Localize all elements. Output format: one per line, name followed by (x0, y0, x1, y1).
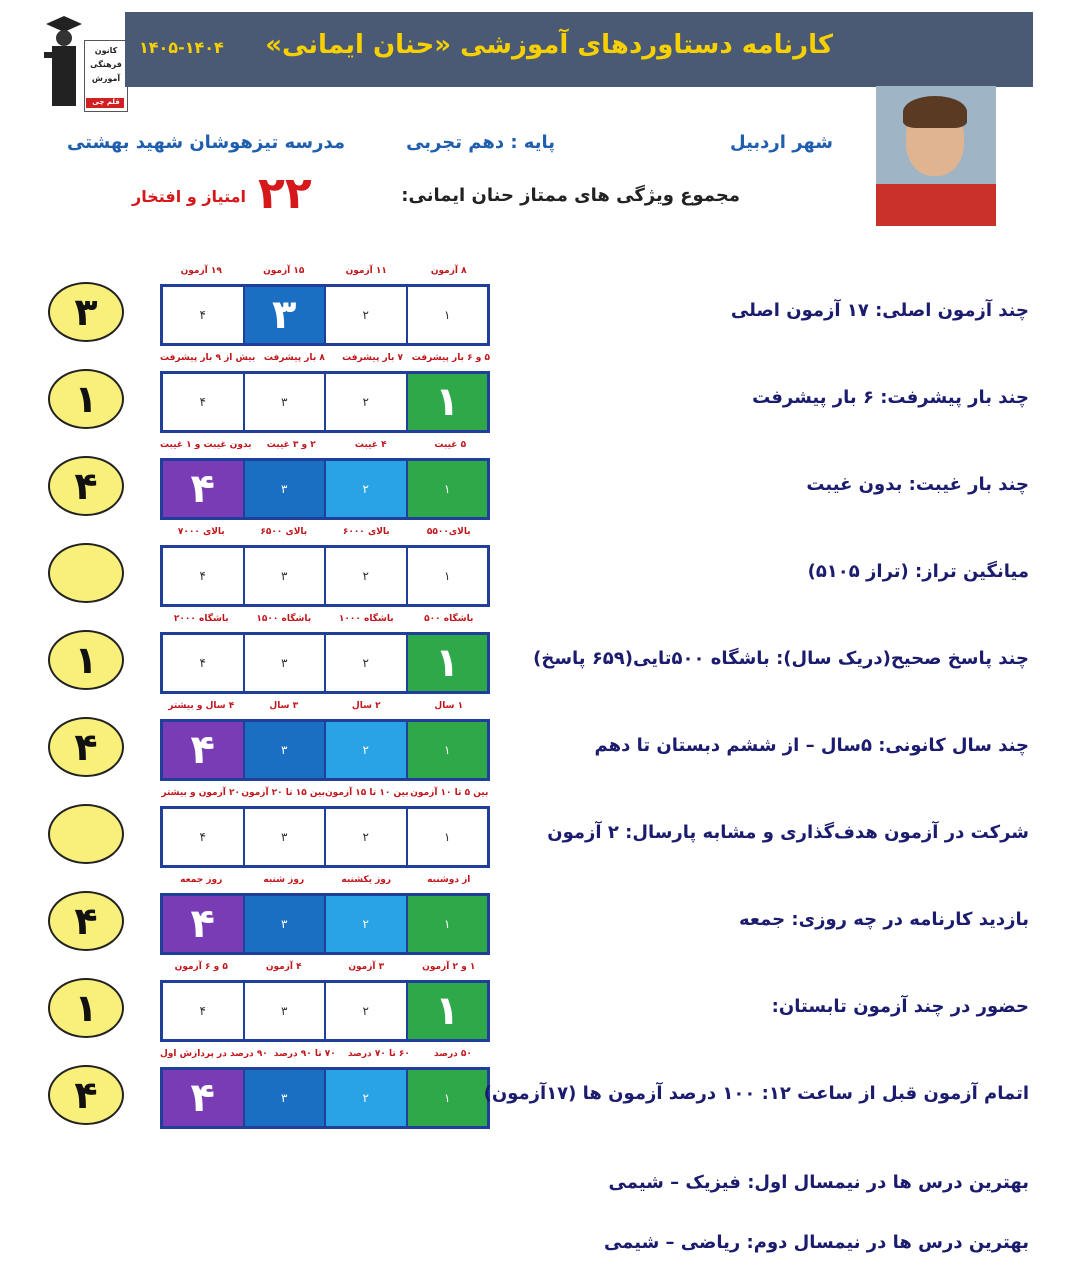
score-cell: ۳ (245, 374, 327, 430)
score-cell: ۴ (163, 374, 245, 430)
criteria-label: بالای۵۵۰۰ (426, 527, 471, 537)
criteria-label: باشگاه ۱۰۰۰ (338, 614, 394, 624)
score-cells (160, 371, 490, 433)
score-cell: ۴ (163, 722, 245, 778)
score-cell: ۲ (326, 374, 408, 430)
score-cells (160, 719, 490, 781)
criteria-label: ۲۰ آزمون و بیشتر (161, 788, 240, 798)
criteria-label: ۱۵ آزمون (263, 266, 305, 276)
row-score-oval: ۴ (48, 717, 124, 777)
achievement-row (0, 432, 1065, 520)
achievement-row (0, 693, 1065, 781)
score-cell: ۴ (163, 983, 245, 1039)
criteria-label: ۵ و ۶ بار پیشرفت (411, 353, 490, 363)
best-first-semester: بهترین درس ها در نیمسال اول: فیزیک – شیمی (608, 1172, 1029, 1193)
score-cell: ۱ (408, 374, 488, 430)
criteria-label: ۳ آزمون (348, 962, 385, 972)
criterion-question: چند بار پیشرفت: ۶ بار پیشرفت (752, 387, 1029, 408)
criteria-label: بالای ۷۰۰۰ (177, 527, 225, 537)
score-cells (160, 893, 490, 955)
best-second-semester: بهترین درس ها در نیمسال دوم: ریاضی – شیمی (603, 1232, 1029, 1253)
criteria-labels (160, 527, 490, 543)
page-title: کارنامه دستاوردهای آموزشی «حنان ایمانی» (265, 30, 833, 60)
score-cell: ۴ (163, 548, 245, 604)
criteria-label: ۴ سال و بیشتر (168, 701, 235, 711)
criteria-label: بدون غیبت و ۱ غیبت (160, 440, 252, 450)
row-score-oval (48, 804, 124, 864)
score-cell: ۱ (408, 635, 488, 691)
score-cell: ۴ (163, 635, 245, 691)
achievement-row (0, 867, 1065, 955)
criteria-label: بیش از ۹ بار پیشرفت (160, 353, 256, 363)
criteria-labels (160, 614, 490, 630)
achievement-row (0, 954, 1065, 1042)
student-school: مدرسه تیزهوشان شهید بهشتی (66, 132, 345, 153)
student-photo (876, 86, 996, 226)
score-cell: ۴ (163, 461, 245, 517)
logo-line: کانون (94, 46, 118, 55)
score-cell: ۲ (326, 983, 408, 1039)
criteria-label: از دوشنبه (427, 875, 471, 885)
graduate-icon (42, 12, 86, 112)
row-score-oval: ۱ (48, 978, 124, 1038)
criteria-label: ۱ و ۲ آزمون (422, 962, 476, 972)
criteria-label: ۵۰ درصد (434, 1049, 472, 1059)
criteria-label: ۵ غیبت (434, 440, 467, 450)
criteria-label: روز جمعه (180, 875, 223, 885)
score-cells (160, 980, 490, 1042)
criteria-label: ۲ و ۳ غیبت (266, 440, 316, 450)
score-cells (160, 806, 490, 868)
score-cell: ۴ (163, 287, 245, 343)
criteria-label: ۷۰ تا ۹۰ درصد (273, 1049, 336, 1059)
criteria-labels (160, 353, 490, 369)
criteria-label: باشگاه ۱۵۰۰ (256, 614, 312, 624)
criterion-question: میانگین تراز: (تراز ۵۱۰۵) (807, 561, 1029, 582)
score-cell: ۱ (408, 722, 488, 778)
row-score-oval: ۴ (48, 891, 124, 951)
photo-shirt (876, 184, 996, 226)
score-cells (160, 632, 490, 694)
criteria-label: باشگاه ۲۰۰۰ (173, 614, 229, 624)
achievement-row (0, 606, 1065, 694)
score-cells (160, 545, 490, 607)
score-label: امتیاز و افتخار (132, 187, 246, 206)
score-cell: ۱ (408, 548, 488, 604)
logo-line: آموزش (91, 74, 121, 83)
score-cell: ۳ (245, 461, 327, 517)
criteria-labels (160, 875, 490, 891)
score-cell: ۲ (326, 809, 408, 865)
score-cell: ۳ (245, 1070, 327, 1126)
score-cell: ۱ (408, 983, 488, 1039)
criteria-label: بالای ۶۰۰۰ (342, 527, 390, 537)
criteria-label: ۸ بار پیشرفت (263, 353, 325, 363)
criteria-labels (160, 1049, 490, 1065)
score-cell: ۳ (245, 983, 327, 1039)
criteria-labels (160, 962, 490, 978)
score-cell: ۲ (326, 287, 408, 343)
criteria-label: بین ۱۵ تا ۲۰ آزمون (241, 788, 325, 798)
row-score-oval: ۴ (48, 1065, 124, 1125)
kanoon-logo (42, 12, 126, 112)
criteria-label: ۱۱ آزمون (345, 266, 387, 276)
score-cell: ۱ (408, 809, 488, 865)
criterion-question: چند آزمون اصلی: ۱۷ آزمون اصلی (730, 300, 1029, 321)
criterion-question: چند پاسخ صحیح(دریک سال): باشگاه ۵۰۰تایی(۶۵۹ پاسخ) (533, 648, 1029, 669)
criteria-label: بالای ۶۵۰۰ (260, 527, 308, 537)
score-cell: ۲ (326, 1070, 408, 1126)
academic-years: ۱۴۰۵-۱۴۰۴ (139, 38, 224, 57)
title-bar (125, 12, 1033, 87)
score-cell: ۱ (408, 461, 488, 517)
score-cells (160, 458, 490, 520)
criteria-label: روز یکشنبه (341, 875, 392, 885)
row-score-oval: ۱ (48, 630, 124, 690)
achievement-row (0, 345, 1065, 433)
criteria-label: ۳ سال (269, 701, 299, 711)
criteria-label: ۱ سال (434, 701, 464, 711)
criterion-question: اتمام آزمون قبل از ساعت ۱۲: ۱۰۰ درصد آزمون ها (۱۷آزمون) (483, 1083, 1029, 1104)
score-cell: ۱ (408, 896, 488, 952)
row-score-oval: ۳ (48, 282, 124, 342)
logo-line: قلم چی (92, 98, 120, 106)
score-cell: ۴ (163, 1070, 245, 1126)
criterion-question: چند بار غیبت: بدون غیبت (806, 474, 1029, 495)
score-cell: ۳ (245, 635, 327, 691)
achievement-row (0, 1041, 1065, 1129)
student-grade: پایه : دهم تجربی (406, 132, 555, 153)
photo-hair (903, 96, 967, 128)
row-score-oval: ۱ (48, 369, 124, 429)
score-cell: ۳ (245, 548, 327, 604)
criteria-label: روز شنبه (263, 875, 305, 885)
total-score: ۲۲ (258, 168, 312, 219)
score-cell: ۴ (163, 809, 245, 865)
score-cell: ۳ (245, 896, 327, 952)
score-cell: ۱ (408, 1070, 488, 1126)
criteria-label: ۸ آزمون (430, 266, 467, 276)
sum-label: مجموع ویژگی های ممتاز حنان ایمانی: (401, 185, 740, 206)
criteria-label: ۴ آزمون (265, 962, 302, 972)
achievement-row (0, 519, 1065, 607)
logo-line: فرهنگی (90, 60, 122, 69)
criterion-question: بازدید کارنامه در چه روزی: جمعه (739, 909, 1029, 930)
criteria-labels (160, 266, 490, 282)
score-cell: ۴ (163, 896, 245, 952)
score-cell: ۱ (408, 287, 488, 343)
criteria-label: ۴ غیبت (354, 440, 387, 450)
criteria-label: ۵ و ۶ آزمون (174, 962, 228, 972)
score-cell: ۲ (326, 896, 408, 952)
criteria-label: ۲ سال (351, 701, 381, 711)
achievement-row (0, 780, 1065, 868)
criteria-labels (160, 788, 490, 804)
criteria-label: ۶۰ تا ۷۰ درصد (347, 1049, 410, 1059)
criteria-label: باشگاه ۵۰۰ (424, 614, 474, 624)
score-cell: ۲ (326, 461, 408, 517)
criteria-label: بین ۵ تا ۱۰ آزمون (410, 788, 489, 798)
score-cells (160, 284, 490, 346)
criterion-question: چند سال کانونی: ۵سال – از ششم دبستان تا دهم (594, 735, 1029, 756)
achievement-row (0, 258, 1065, 346)
criteria-label: ۷ بار پیشرفت (342, 353, 404, 363)
score-cells (160, 1067, 490, 1129)
row-score-oval (48, 543, 124, 603)
criterion-question: شرکت در آزمون هدف‌گذاری و مشابه پارسال: ۲ آزمون (547, 822, 1029, 843)
criteria-label: ۱۹ آزمون (180, 266, 222, 276)
score-cell: ۲ (326, 722, 408, 778)
score-cell: ۳ (245, 809, 327, 865)
student-city: شهر اردبیل (730, 132, 833, 153)
criteria-label: بین ۱۰ تا ۱۵ آزمون (325, 788, 409, 798)
row-score-oval: ۴ (48, 456, 124, 516)
criteria-label: ۹۰ درصد در پردازش اول (160, 1049, 268, 1059)
score-cell: ۳ (245, 722, 327, 778)
criteria-labels (160, 701, 490, 717)
score-cell: ۳ (245, 287, 327, 343)
score-cell: ۲ (326, 548, 408, 604)
criterion-question: حضور در چند آزمون تابستان: (771, 996, 1029, 1017)
score-cell: ۲ (326, 635, 408, 691)
criteria-labels (160, 440, 490, 456)
